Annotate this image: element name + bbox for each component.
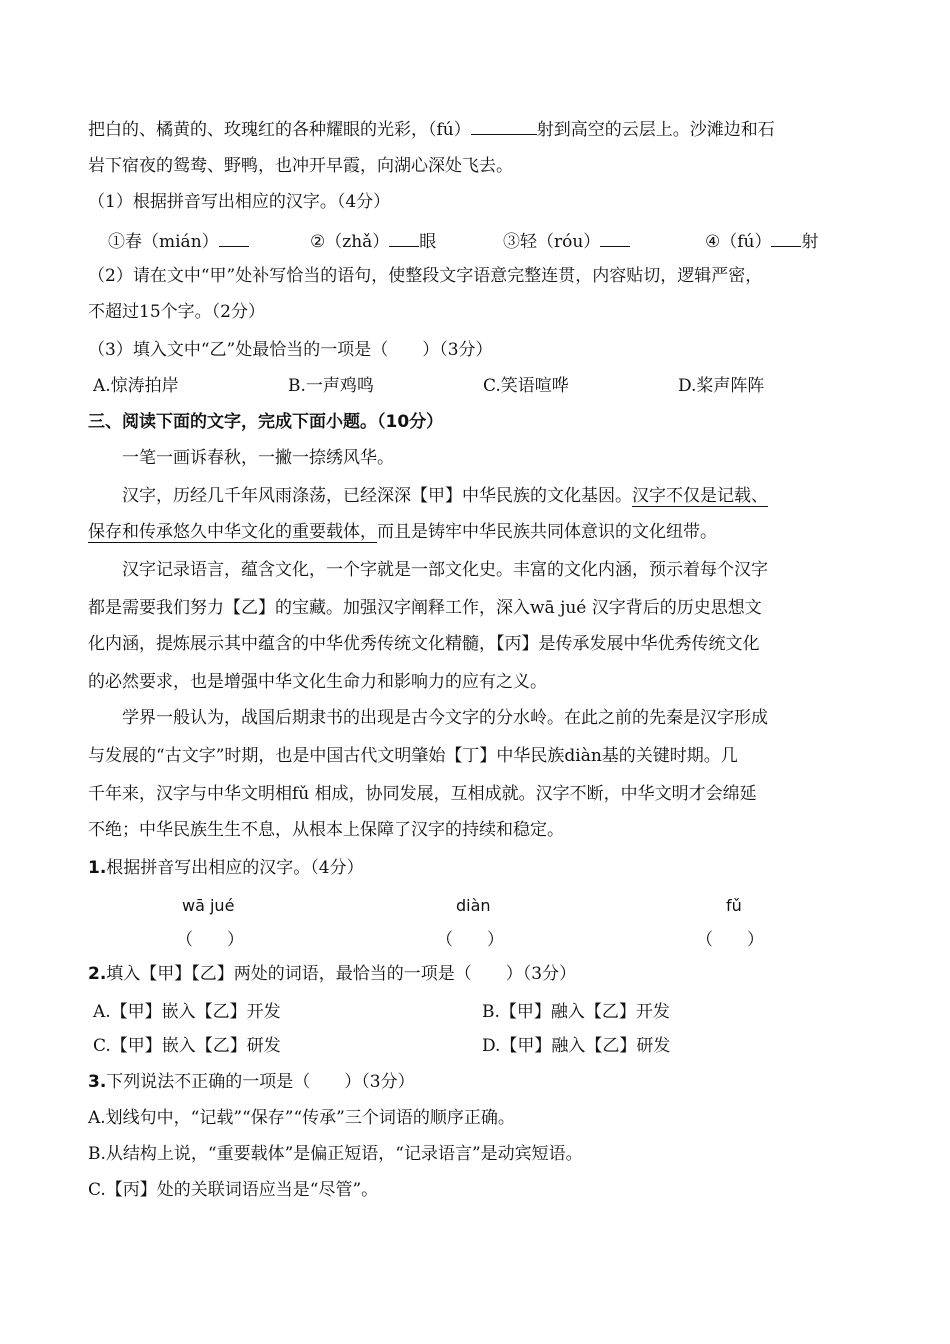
paragraph-line: 学界一般认为，战国后期隶书的出现是古今文字的分水岭。在此之前的先秦是汉字形成 bbox=[122, 708, 768, 728]
pinyin-item-suffix: 眼 bbox=[419, 232, 437, 252]
pinyin-item bbox=[705, 228, 818, 254]
answer-blank[interactable] bbox=[471, 116, 537, 135]
paragraph-line bbox=[122, 484, 768, 508]
question-number: 2. bbox=[88, 964, 107, 984]
paragraph-line: 化内涵，提炼展示其中蕴含的中华优秀传统文化精髓，【丙】是传承发展中华优秀传统文化 bbox=[88, 634, 760, 654]
question-text: 填入【甲】【乙】两处的词语，最恰当的一项是（ ）（3分） bbox=[106, 964, 577, 984]
paragraph-line: 不绝；中华民族生生不息，从根本上保障了汉字的持续和稳定。 bbox=[88, 820, 564, 840]
answer-blank[interactable] bbox=[219, 228, 249, 247]
paragraph-text: 而且是铸牢中华民族共同体意识的文化纽带。 bbox=[377, 522, 717, 542]
section-heading: 三、阅读下面的文字，完成下面小题。（10分） bbox=[88, 412, 444, 432]
passage-line: 岩下宿夜的鸳鸯、野鸭，也冲开早霞，向湖心深处飞去。 bbox=[88, 156, 513, 176]
option-a[interactable]: A.惊涛拍岸 bbox=[93, 376, 179, 396]
pinyin-item-label: ③轻（róu） bbox=[503, 232, 601, 252]
paragraph-line: 一笔一画诉春秋，一撇一捺绣风华。 bbox=[122, 448, 394, 468]
paragraph-line: 千年来，汉字与中华文明相fǔ 相成，协同发展，互相成就。汉字不断，中华文明才会绵延 bbox=[88, 784, 757, 804]
answer-blank[interactable] bbox=[389, 228, 419, 247]
paragraph-line: 汉字记录语言，蕴含文化，一个字就是一部文化史。丰富的文化内涵，预示着每个汉字 bbox=[122, 560, 768, 580]
option-c[interactable]: C.笑语喧哗 bbox=[483, 376, 569, 396]
option-d[interactable]: D.桨声阵阵 bbox=[678, 376, 765, 396]
pinyin-label: fǔ bbox=[726, 896, 742, 915]
option-b[interactable]: B.从结构上说，“重要载体”是偏正短语，“记录语言”是动宾短语。 bbox=[88, 1144, 583, 1164]
question-stem: 不超过15个字。（2分） bbox=[88, 302, 265, 322]
pinyin-item-suffix: 射 bbox=[801, 232, 819, 252]
question-stem: （1）根据拼音写出相应的汉字。（4分） bbox=[88, 192, 391, 212]
paragraph-line: 与发展的“古文字”时期，也是中国古代文明肇始【丁】中华民族diàn基的关键时期。几 bbox=[88, 746, 738, 766]
paragraph-text: 汉字，历经几千年风雨涤荡，已经深深【甲】中华民族的文化基因。 bbox=[122, 486, 632, 506]
passage-line bbox=[88, 116, 775, 142]
underlined-sentence: 汉字不仅是记载、 bbox=[632, 486, 768, 506]
pinyin-label: wā jué bbox=[182, 896, 235, 915]
question-number: 3. bbox=[88, 1072, 107, 1092]
question-stem bbox=[88, 1070, 415, 1094]
question-number: 1. bbox=[88, 858, 107, 878]
pinyin-item-label: ①春（mián） bbox=[108, 232, 219, 252]
answer-blank[interactable] bbox=[600, 228, 630, 247]
question-text: 下列说法不正确的一项是（ ）（3分） bbox=[106, 1072, 415, 1092]
paragraph-line: 的必然要求，也是增强中华文化生命力和影响力的应有之义。 bbox=[88, 672, 547, 692]
question-stem: （3）填入文中“乙”处最恰当的一项是（ ）（3分） bbox=[88, 340, 493, 360]
option-c[interactable]: C.【丙】处的关联词语应当是“尽管”。 bbox=[88, 1180, 379, 1200]
option-a[interactable]: A.划线句中，“记载”“保存”“传承”三个词语的顺序正确。 bbox=[88, 1108, 515, 1128]
pinyin-label: diàn bbox=[456, 896, 491, 915]
passage-text: 射到高空的云层上。沙滩边和石 bbox=[536, 120, 775, 140]
pinyin-item-label: ②（zhǎ） bbox=[310, 232, 390, 252]
option-b[interactable]: B.一声鸡鸣 bbox=[288, 376, 374, 396]
pinyin-item-label: ④（fú） bbox=[705, 232, 772, 252]
answer-bracket[interactable]: （ ） bbox=[436, 930, 504, 950]
answer-blank[interactable] bbox=[771, 228, 801, 247]
paragraph-line bbox=[88, 520, 717, 544]
option-b[interactable]: B.【甲】融入【乙】开发 bbox=[482, 1002, 670, 1022]
pinyin-item bbox=[108, 228, 249, 254]
question-text: 根据拼音写出相应的汉字。（4分） bbox=[106, 858, 364, 878]
question-stem bbox=[88, 856, 364, 880]
question-stem: （2）请在文中“甲”处补写恰当的语句，使整段文字语意完整连贯，内容贴切，逻辑严密， bbox=[88, 266, 763, 286]
paragraph-line: 都是需要我们努力【乙】的宝藏。加强汉字阐释工作，深入wā jué 汉字背后的历史思想文 bbox=[88, 598, 762, 618]
answer-bracket[interactable]: （ ） bbox=[176, 930, 244, 950]
answer-bracket[interactable]: （ ） bbox=[696, 930, 764, 950]
pinyin-item bbox=[310, 228, 436, 254]
option-d[interactable]: D.【甲】融入【乙】研发 bbox=[482, 1036, 671, 1056]
option-c[interactable]: C.【甲】嵌入【乙】研发 bbox=[93, 1036, 281, 1056]
option-a[interactable]: A.【甲】嵌入【乙】开发 bbox=[93, 1002, 281, 1022]
underlined-sentence: 保存和传承悠久中华文化的重要载体， bbox=[88, 522, 377, 542]
passage-text: 把白的、橘黄的、玫瑰红的各种耀眼的光彩，（fú） bbox=[88, 120, 471, 140]
question-stem bbox=[88, 962, 576, 986]
pinyin-item bbox=[503, 228, 630, 254]
